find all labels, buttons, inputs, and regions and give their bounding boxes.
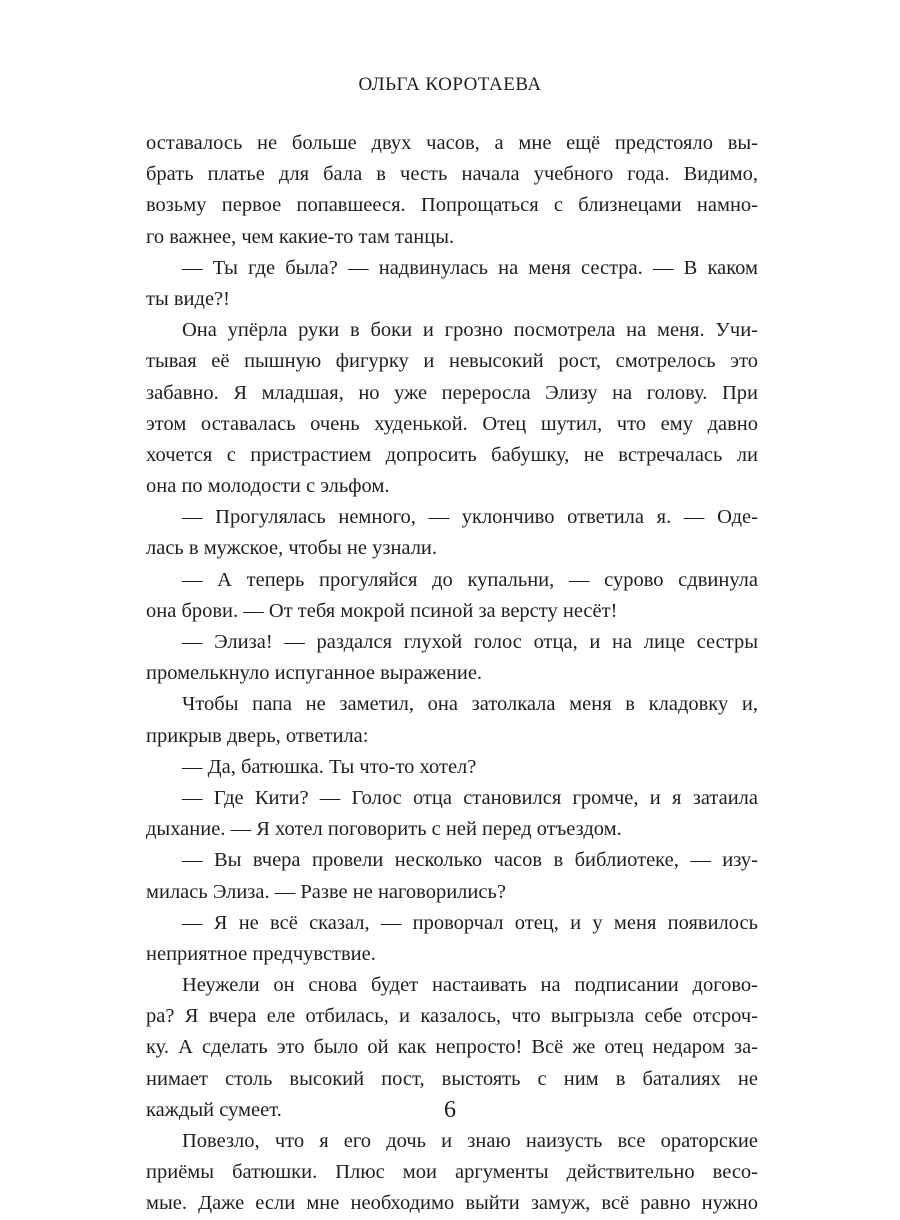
text-line: ра? Я вчера еле отбилась, и казалось, что выгрызла себе отсроч- [146, 1005, 758, 1028]
text-line: каждый сумеет. [146, 1098, 282, 1121]
text-line: — Ты где была? — надвинулась на меня сестра. — В каком [182, 256, 758, 279]
text-line: го важнее, чем какие-то там танцы. [146, 225, 455, 248]
text-line: приёмы батюшки. Плюс мои аргументы действительно весо- [146, 1161, 758, 1184]
text-line: — А теперь прогуляйся до купальни, — сурово сдвинула [182, 568, 758, 591]
text-line: хочется с пристрастием допросить бабушку, не встречалась ли [146, 443, 758, 466]
text-line: промелькнуло испуганное выражение. [146, 662, 483, 685]
text-line: она по молодости с эльфом. [146, 475, 390, 498]
text-line: забавно. Я младшая, но уже переросла Элизу на голову. При [146, 381, 758, 404]
text-line: возьму первое попавшееся. Попрощаться с близнецами намно- [146, 194, 758, 217]
text-line: мые. Даже если мне необходимо выйти замуж, всё равно нужно [146, 1192, 758, 1215]
text-line: лась в мужское, чтобы не узнали. [146, 537, 438, 560]
text-line: прикрыв дверь, ответила: [146, 724, 369, 747]
text-line: — Да, батюшка. Ты что-то хотел? [182, 755, 477, 778]
text-line: милась Элиза. — Разве не наговорились? [146, 880, 506, 903]
text-line: — Я не всё сказал, — проворчал отец, и у меня появилось [182, 911, 758, 934]
text-line: неприятное предчувствие. [146, 942, 376, 965]
text-line: этом оставалась очень худенькой. Отец шутил, что ему давно [146, 412, 758, 435]
text-line: нимает столь высокий пост, выстоять с ним в баталиях не [146, 1067, 758, 1090]
text-line: — Прогулялась немного, — уклончиво ответила я. — Оде- [182, 506, 758, 529]
body-text [146, 128, 758, 1220]
text-line: брать платье для бала в честь начала учебного года. Видимо, [146, 163, 758, 186]
text-line: — Где Кити? — Голос отца становился громче, и я затаила [182, 786, 758, 809]
text-line: Чтобы папа не заметил, она затолкала меня в кладовку и, [182, 693, 758, 716]
text-line: Повезло, что я его дочь и знаю наизусть все ораторские [182, 1130, 758, 1152]
text-line: Она упёрла руки в боки и грозно посмотрела на меня. Учи- [182, 319, 758, 342]
text-line: — Элиза! — раздался глухой голос отца, и на лице сестры [182, 631, 758, 653]
text-line: она брови. — От тебя мокрой псиной за версту несёт! [146, 599, 618, 622]
text-line: ты виде?! [146, 287, 230, 310]
page-number: 6 [444, 1097, 456, 1123]
text-line: Неужели он снова будет настаивать на подписании догово- [182, 974, 758, 997]
text-line: дыхание. — Я хотел поговорить с ней перед отъездом. [146, 818, 622, 841]
text-line: ку. А сделать это было ой как непросто! Всё же отец недаром за- [146, 1036, 758, 1059]
text-line: — Вы вчера провели несколько часов в библиотеке, — изу- [182, 849, 758, 872]
text-line: тывая её пышную фигурку и невысокий рост, смотрелось это [146, 350, 758, 373]
text-line: оставалось не больше двух часов, а мне ещё предстояло вы- [146, 132, 758, 154]
running-header: ОЛЬГА КОРОТАЕВА [358, 74, 542, 95]
